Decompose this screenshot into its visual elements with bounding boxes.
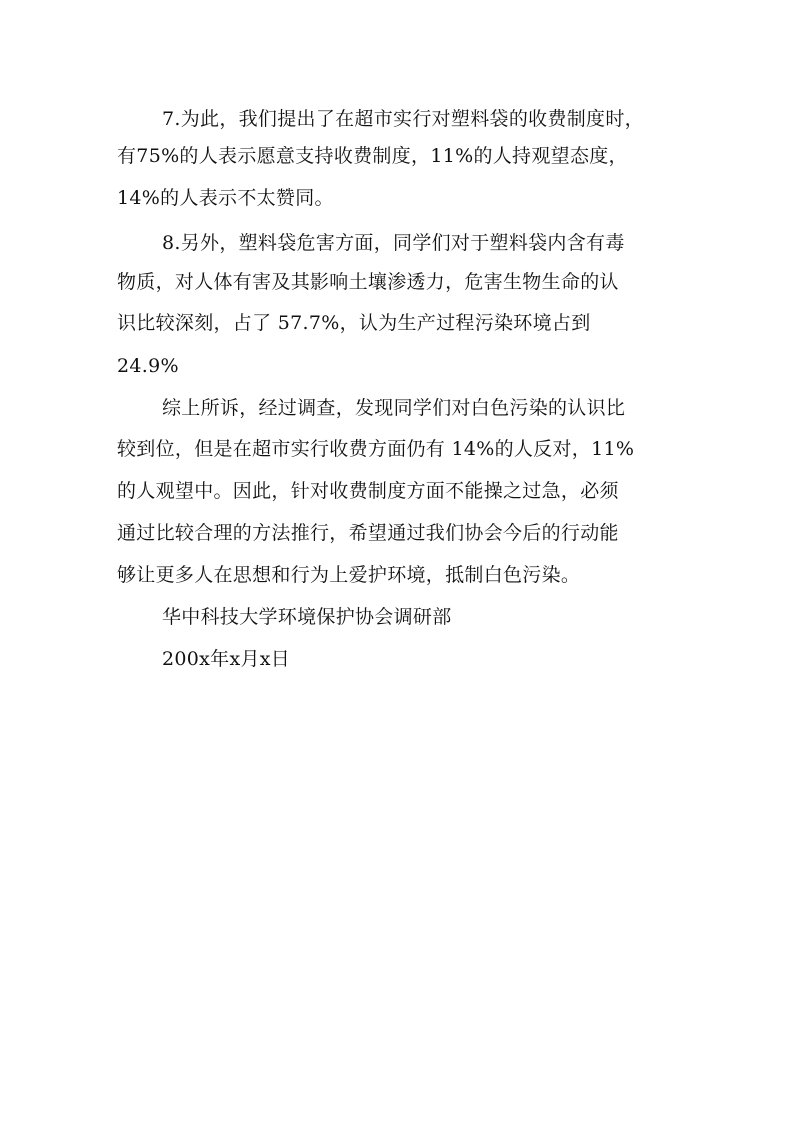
paragraph-7-line-1: 7.为此，我们提出了在超市实行对塑料袋的收费制度时， xyxy=(162,108,644,130)
paragraph-7-line-2: 有75%的人表示愿意支持收费制度，11%的人持观望态度， xyxy=(117,145,628,167)
paragraph-8-line-1: 8.另外，塑料袋危害方面，同学们对于塑料袋内含有毒 xyxy=(162,232,625,254)
conclusion-line-2: 较到位，但是在超市实行收费方面仍有 14%的人反对，11% xyxy=(117,438,635,460)
conclusion-line-1: 综上所诉，经过调查，发现同学们对白色污染的认识比 xyxy=(162,397,626,419)
conclusion-line-5: 够让更多人在思想和行为上爱护环境，抵制白色污染。 xyxy=(117,564,581,586)
conclusion-line-3: 的人观望中。因此，针对收费制度方面不能操之过急，必须 xyxy=(117,480,619,502)
paragraph-8-line-4: 24.9% xyxy=(117,355,179,377)
conclusion-line-4: 通过比较合理的方法推行，希望通过我们协会今后的行动能 xyxy=(117,522,619,544)
paragraph-8-line-2: 物质，对人体有害及其影响土壤渗透力，危害生物生命的认 xyxy=(117,271,619,293)
date: 200x年x月x日 xyxy=(162,648,291,670)
paragraph-8-line-3: 识比较深刻，占了 57.7%，认为生产过程污染环境占到 xyxy=(117,312,591,334)
paragraph-7-line-3: 14%的人表示不太赞同。 xyxy=(117,187,334,209)
signature: 华中科技大学环境保护协会调研部 xyxy=(162,606,452,628)
